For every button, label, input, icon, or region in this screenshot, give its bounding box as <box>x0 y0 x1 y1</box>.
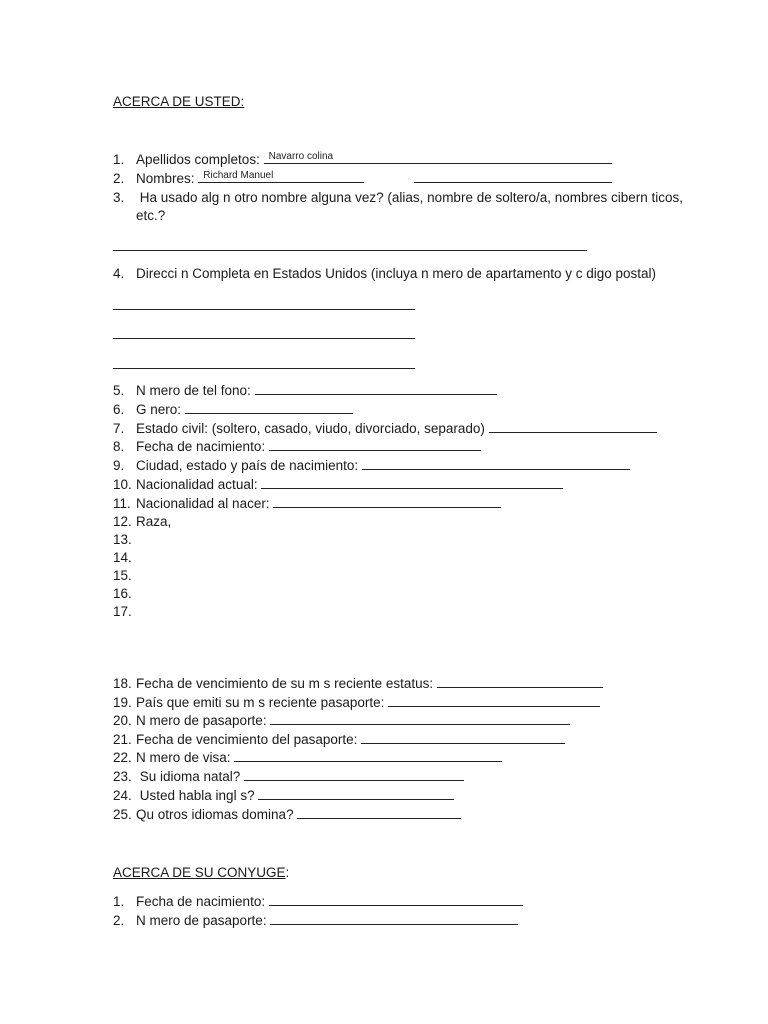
phone-field[interactable] <box>255 382 497 395</box>
field-label-address: Direcci n Completa en Estados Unidos (incluya n mero de apartamento y c digo postal) <box>136 266 657 281</box>
native-language-field[interactable] <box>244 768 464 781</box>
item-number: 10. <box>113 477 132 492</box>
status-expiry-field[interactable] <box>437 675 603 688</box>
field-label-civil-status: Estado civil: (soltero, casado, viudo, divorciado, separado) <box>136 421 485 436</box>
visa-number-field[interactable] <box>234 749 502 762</box>
civil-status-field[interactable] <box>489 420 657 433</box>
section-heading-spouse-wrap <box>113 865 289 880</box>
field-row-other-names <box>113 189 683 207</box>
item-number: 5. <box>113 383 125 398</box>
spouse-passport-field[interactable] <box>270 912 518 925</box>
field-label-status-expiry: Fecha de vencimiento de su m s reciente estatus: <box>136 676 434 691</box>
speaks-english-field[interactable] <box>258 787 454 800</box>
field-label-spouse-passport: N mero de pasaporte: <box>136 913 267 928</box>
field-label-race: Raza, <box>136 514 172 529</box>
field-label-birth-nationality: Nacionalidad al nacer: <box>136 496 270 511</box>
field-row-other-languages <box>113 806 461 824</box>
field-row-14 <box>113 549 136 567</box>
field-row-spouse-passport <box>113 912 518 930</box>
field-row-visa-number <box>113 749 502 767</box>
item-number: 16. <box>113 586 132 601</box>
spouse-birth-date-field[interactable] <box>269 893 523 906</box>
item-number: 9. <box>113 458 125 473</box>
field-label-passport-number: N mero de pasaporte: <box>136 713 267 728</box>
field-row-passport-number <box>113 712 570 730</box>
item-number: 8. <box>113 439 125 454</box>
field-label-other-languages: Qu otros idiomas domina? <box>136 807 294 822</box>
nombres-field-2[interactable] <box>414 170 612 183</box>
item-number: 15. <box>113 568 132 583</box>
address-field-line-3[interactable] <box>113 368 415 369</box>
other-names-field[interactable] <box>113 250 587 251</box>
field-label-visa-number: N mero de visa: <box>136 750 231 765</box>
field-label-nationality: Nacionalidad actual: <box>136 477 258 492</box>
field-row-birth-place <box>113 457 630 475</box>
passport-number-field[interactable] <box>270 712 570 725</box>
section-heading-spouse: ACERCA DE SU CONYUGE <box>113 865 286 880</box>
field-row-address <box>113 265 656 283</box>
field-label-birth-place: Ciudad, estado y país de nacimiento: <box>136 458 359 473</box>
item-number: 6. <box>113 402 125 417</box>
birth-date-field[interactable] <box>269 438 481 451</box>
item-number: 22. <box>113 750 132 765</box>
passport-expiry-field[interactable] <box>361 731 565 744</box>
field-row-spouse-birth-date <box>113 893 523 911</box>
item-number: 1. <box>113 894 125 909</box>
field-row-15 <box>113 567 136 585</box>
field-label-apellidos: Apellidos completos: <box>136 152 260 167</box>
address-field-line-2[interactable] <box>113 338 415 339</box>
gender-field[interactable] <box>185 401 353 414</box>
nationality-field[interactable] <box>261 476 563 489</box>
item-number: 2. <box>113 171 125 186</box>
passport-country-field[interactable] <box>388 694 600 707</box>
item-number: 12. <box>113 514 132 529</box>
field-label-passport-expiry: Fecha de vencimiento del pasaporte: <box>136 732 358 747</box>
item-number: 18. <box>113 676 132 691</box>
item-number: 14. <box>113 550 132 565</box>
field-row-birth-date <box>113 438 481 456</box>
field-label-native-language: Su idioma natal? <box>136 769 241 784</box>
item-number: 17. <box>113 604 132 619</box>
other-languages-field[interactable] <box>297 806 461 819</box>
field-label-spouse-birth-date: Fecha de nacimiento: <box>136 894 266 909</box>
field-row-13 <box>113 531 136 549</box>
field-row-status-expiry <box>113 675 603 693</box>
birth-nationality-field[interactable] <box>273 495 501 508</box>
item-number: 4. <box>113 266 125 281</box>
item-number: 24. <box>113 788 132 803</box>
birth-place-field[interactable] <box>362 457 630 470</box>
field-row-civil-status <box>113 420 657 438</box>
item-number: 13. <box>113 532 132 547</box>
item-number: 20. <box>113 713 132 728</box>
item-number: 1. <box>113 152 125 167</box>
field-row-native-language <box>113 768 464 786</box>
field-row-16 <box>113 585 136 603</box>
field-row-gender <box>113 401 353 419</box>
field-row-17 <box>113 603 136 621</box>
field-label-other-names-cont: etc.? <box>136 208 166 223</box>
item-number: 21. <box>113 732 132 747</box>
field-label-nombres: Nombres: <box>136 171 195 186</box>
field-label-passport-country: País que emiti su m s reciente pasaporte: <box>136 695 385 710</box>
item-number: 7. <box>113 421 125 436</box>
item-number: 3. <box>113 190 125 205</box>
field-row-phone <box>113 382 497 400</box>
apellidos-field[interactable] <box>264 151 612 164</box>
item-number: 11. <box>113 496 131 511</box>
field-row-nationality <box>113 476 563 494</box>
field-label-gender: G nero: <box>136 402 182 417</box>
nombres-value: Richard Manuel <box>203 170 274 181</box>
section-heading-colon: : <box>285 865 290 880</box>
field-label-other-names: Ha usado alg n otro nombre alguna vez? (alias, nombre de soltero/a, nombres cibern ticos, <box>136 190 684 205</box>
field-row-speaks-english <box>113 787 454 805</box>
field-label-birth-date: Fecha de nacimiento: <box>136 439 266 454</box>
item-number: 19. <box>113 695 132 710</box>
field-row-birth-nationality <box>113 495 501 513</box>
field-row-apellidos <box>113 151 612 169</box>
field-label-phone: N mero de tel fono: <box>136 383 251 398</box>
item-number: 23. <box>113 769 132 784</box>
item-number: 25. <box>113 807 132 822</box>
field-row-passport-expiry <box>113 731 565 749</box>
field-row-passport-country <box>113 694 600 712</box>
field-label-speaks-english: Usted habla ingl s? <box>136 788 255 803</box>
address-field-line-1[interactable] <box>113 309 415 310</box>
field-row-race <box>113 513 171 531</box>
field-row-nombres <box>113 170 612 188</box>
apellidos-value: Navarro colina <box>268 151 334 162</box>
item-number: 2. <box>113 913 125 928</box>
nombres-field[interactable] <box>198 170 364 183</box>
section-heading-about-you: ACERCA DE USTED: <box>113 94 245 109</box>
